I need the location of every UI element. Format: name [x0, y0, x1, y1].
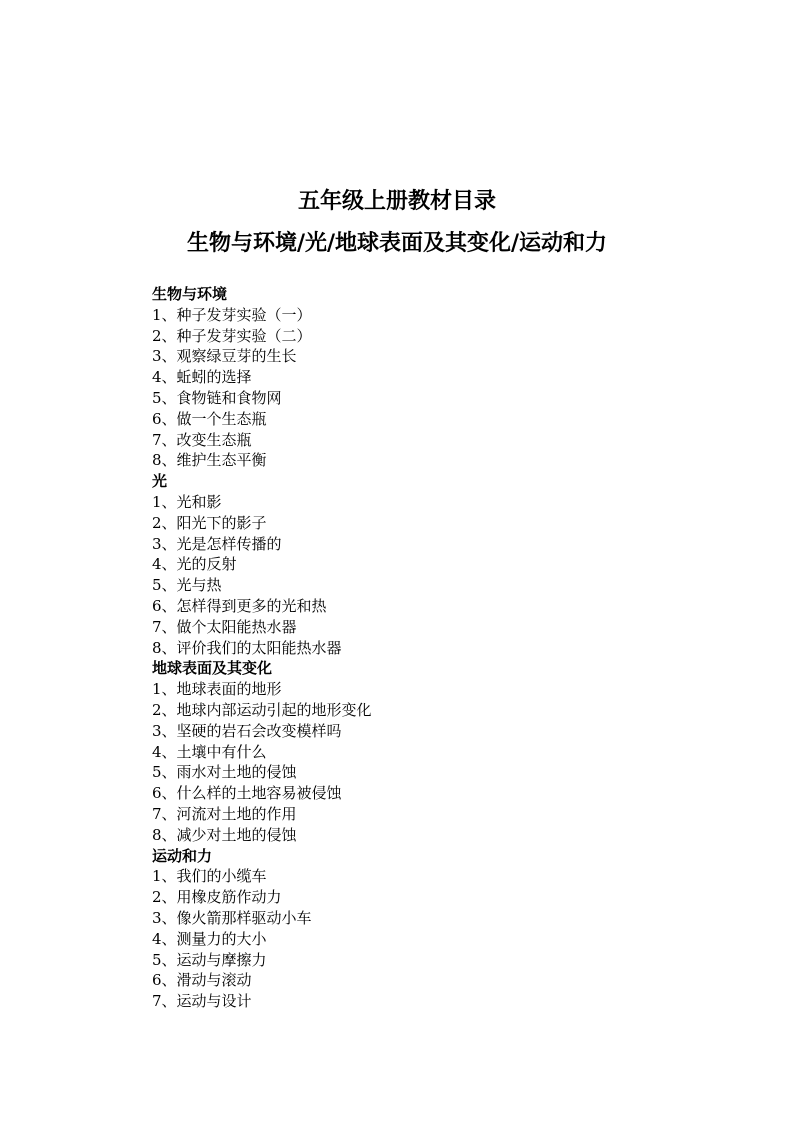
lesson-item: 2、阳光下的影子	[152, 513, 267, 532]
toc-section	[152, 658, 752, 845]
lesson-list	[152, 305, 752, 471]
lesson-item: 5、光与热	[152, 576, 222, 595]
lesson-item: 6、滑动与滚动	[152, 971, 252, 990]
document-subtitle: 生物与环境/光/地球表面及其变化/运动和力	[186, 230, 608, 256]
lesson-item: 7、运动与设计	[152, 992, 252, 1011]
lesson-item: 2、种子发芽实验（二）	[152, 326, 312, 345]
lesson-list	[152, 679, 752, 845]
lesson-item: 2、用橡皮筋作动力	[152, 888, 282, 907]
document-title: 五年级上册教材目录	[297, 188, 496, 214]
table-of-contents	[152, 284, 752, 1012]
lesson-item: 7、河流对土地的作用	[152, 804, 297, 823]
lesson-item: 1、种子发芽实验（一）	[152, 305, 312, 324]
lesson-item: 1、地球表面的地形	[152, 680, 282, 699]
toc-section	[152, 284, 752, 471]
lesson-item: 4、测量力的大小	[152, 929, 267, 948]
lesson-item: 4、蚯蚓的选择	[152, 368, 252, 387]
lesson-item: 2、地球内部运动引起的地形变化	[152, 700, 372, 719]
lesson-item: 4、土壤中有什么	[152, 742, 267, 761]
lesson-item: 3、光是怎样传播的	[152, 534, 282, 553]
lesson-item: 1、光和影	[152, 492, 222, 511]
lesson-item: 3、观察绿豆芽的生长	[152, 347, 297, 366]
lesson-item: 3、像火箭那样驱动小车	[152, 908, 312, 927]
lesson-item: 3、坚硬的岩石会改变模样吗	[152, 721, 342, 740]
lesson-item: 8、减少对土地的侵蚀	[152, 825, 297, 844]
section-heading: 地球表面及其变化	[152, 659, 273, 678]
lesson-item: 6、做一个生态瓶	[152, 409, 267, 428]
lesson-item: 8、评价我们的太阳能热水器	[152, 638, 342, 657]
toc-section	[152, 846, 752, 1012]
lesson-item: 7、做个太阳能热水器	[152, 617, 297, 636]
toc-section	[152, 471, 752, 658]
lesson-item: 8、维护生态平衡	[152, 451, 267, 470]
lesson-item: 7、改变生态瓶	[152, 430, 252, 449]
lesson-item: 5、运动与摩擦力	[152, 950, 267, 969]
section-heading: 光	[152, 472, 168, 491]
lesson-item: 1、我们的小缆车	[152, 867, 267, 886]
lesson-item: 5、食物链和食物网	[152, 388, 282, 407]
section-heading: 运动和力	[152, 846, 213, 865]
lesson-list	[152, 492, 752, 658]
lesson-item: 4、光的反射	[152, 555, 237, 574]
lesson-item: 6、怎样得到更多的光和热	[152, 596, 327, 615]
lesson-item: 6、什么样的土地容易被侵蚀	[152, 784, 342, 803]
lesson-list	[152, 866, 752, 1012]
section-heading: 生物与环境	[152, 285, 228, 303]
lesson-item: 5、雨水对土地的侵蚀	[152, 763, 297, 782]
